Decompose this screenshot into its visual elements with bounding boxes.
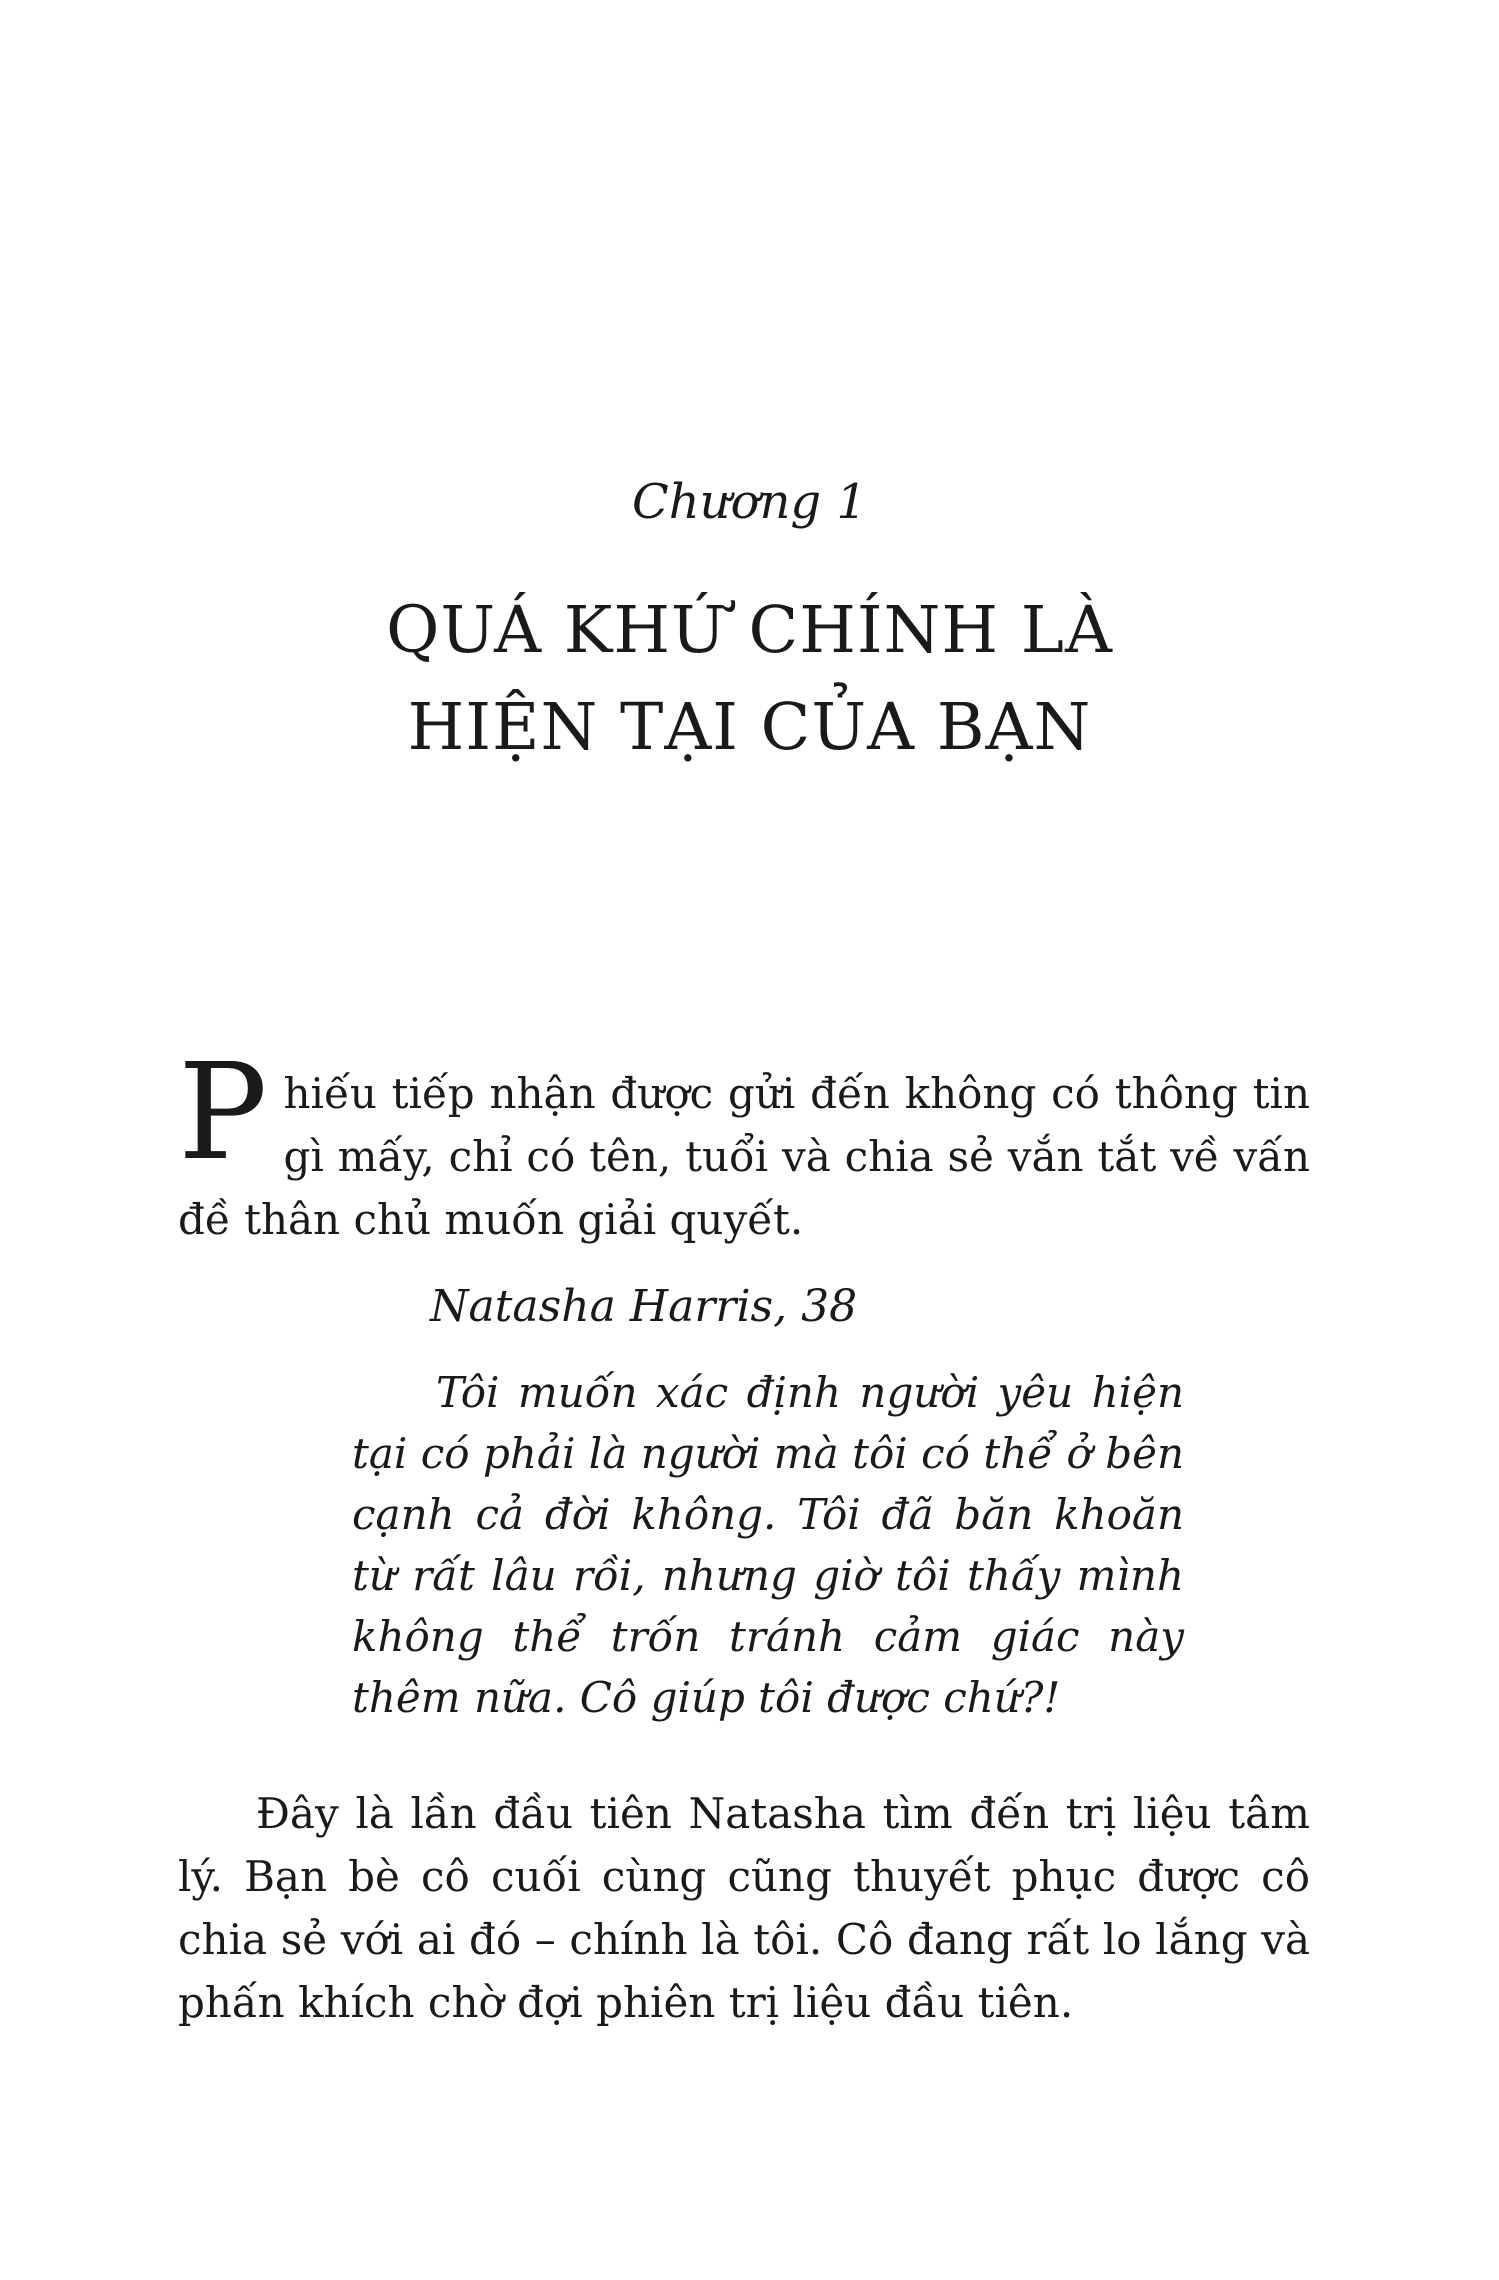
drop-cap: P	[178, 1036, 268, 1190]
chapter-title-line-1: QUÁ KHỨ CHÍNH LÀ	[386, 593, 1113, 668]
client-name: Natasha Harris, 38	[430, 1281, 858, 1332]
intro-paragraph-text: hiếu tiếp nhận được gửi đến không có thông tin gì mấy, chỉ có tên, tuổi và chia sẻ vắn tắt về vấn đề thân chủ muốn giải quyết.	[178, 1069, 1310, 1244]
client-quote: Tôi muốn xác định người yêu hiện tại có phải là người mà tôi có thể ở bên cạnh cả đời không. Tôi đã băn khoăn từ rất lâu rồi, nhưng giờ tôi thấy mình không thể trốn tránh cảm giác này thêm nữa. Cô giúp tôi được chứ?!	[352, 1368, 1184, 1722]
chapter-label: Chương 1	[632, 474, 867, 530]
closing-paragraph: Đây là lần đầu tiên Natasha tìm đến trị liệu tâm lý. Bạn bè cô cuối cùng cũng thuyết phục được cô chia sẻ với ai đó – chính là tôi. Cô đang rất lo lắng và phấn khích chờ đợi phiên trị liệu đầu tiên.	[178, 1789, 1310, 2027]
intro-paragraph	[178, 1036, 1310, 1251]
chapter-title-line-2: HIỆN TẠI CỦA BẠN	[407, 690, 1092, 765]
chapter-title	[0, 582, 1499, 776]
